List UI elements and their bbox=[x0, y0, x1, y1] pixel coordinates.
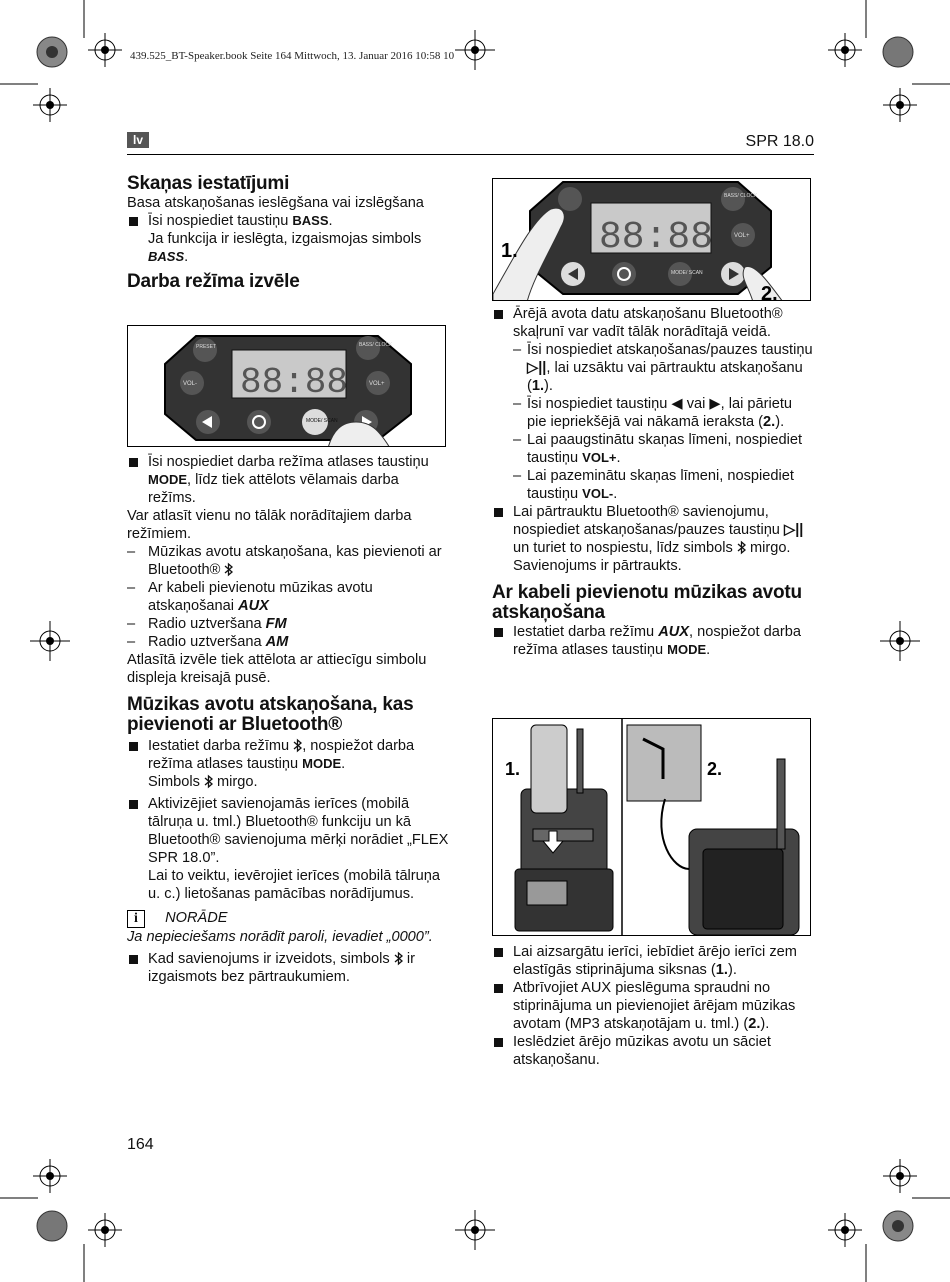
mode-option-am: – Radio uztveršana AM bbox=[127, 634, 289, 650]
play-pause-text: Īsi nospiediet atskaņošanas/pauzes taustiņu bbox=[527, 342, 813, 358]
mode-option-aux-text: Ar kabeli pievienotu mūzikas avotu atskaņošanai bbox=[148, 580, 373, 614]
aux-step-1-text: Iestatiet darba režīmu bbox=[513, 624, 659, 640]
mode-key: MODE bbox=[148, 472, 187, 487]
vol-up-text: Lai paaugstinātu skaņas līmeni, nospiediet taustiņu bbox=[527, 432, 803, 466]
mode-option-bt: – Mūzikas avotu atskaņošana, kas pievienoti ar Bluetooth® bbox=[127, 544, 442, 578]
playback-vol-up: – Lai paaugstinātu skaņas līmeni, nospiediet taustiņu VOL+. bbox=[513, 432, 803, 466]
playback-skip: – Īsi nospiediet taustiņu ◀ vai ▶, lai pārietu pie iepriekšējā vai nākamā ieraksta (2.). bbox=[513, 396, 793, 430]
figure-label-2: 2. bbox=[761, 283, 778, 301]
figure-play-skip bbox=[492, 178, 811, 301]
aux-symbol: AUX bbox=[658, 624, 690, 640]
ref-2: 2. bbox=[763, 414, 776, 430]
bluetooth-icon bbox=[737, 540, 746, 555]
skip-mid: , lai pārietu pie iepriekšējā vai nākamā ieraksta ( bbox=[527, 396, 793, 430]
bt-step-1-mid: , nospiežot darba režīma atlases taustiņu bbox=[148, 738, 415, 772]
left-column bbox=[127, 174, 449, 292]
aux-step-2 bbox=[492, 943, 814, 979]
bt-step-1 bbox=[127, 737, 449, 791]
bt-step-1-line2: Simbols bbox=[148, 774, 204, 790]
right-column bbox=[492, 305, 814, 659]
figure-label-2: 2. bbox=[707, 759, 723, 779]
vol-plus-key: VOL+ bbox=[582, 450, 617, 465]
bt-step-1-line2-end: mirgo. bbox=[212, 774, 258, 790]
mode-option-fm-text: Radio uztveršana bbox=[148, 616, 266, 632]
bluetooth-icon bbox=[394, 951, 403, 966]
aux-step-3 bbox=[492, 979, 814, 1033]
bass-clock-label: BASS/ CLOCK bbox=[359, 342, 393, 348]
play-pause-icon: ▷|| bbox=[527, 360, 547, 376]
playback-play-pause: – Īsi nospiediet atskaņošanas/pauzes taustiņu ▷||, lai uzsāktu vai pārtrauktu atskaņošanu (1.). bbox=[513, 342, 813, 394]
mode-key: MODE bbox=[302, 756, 342, 771]
disconnect-text: Lai pārtrauktu Bluetooth® savienojumu, nospiediet atskaņošanas/pauzes taustiņu bbox=[513, 504, 784, 538]
mode-option-aux: – Ar kabeli pievienotu mūzikas avotu atskaņošanai AUX bbox=[127, 580, 373, 614]
aux-step-3-text: Atbrīvojiet AUX pieslēguma spraudni no stiprinājuma un pievienojiet ārējam mūzikas avotam (MP3 atskaņotājam u. tml.) ( bbox=[513, 980, 796, 1032]
bt-step-1-end: . bbox=[341, 756, 346, 772]
aux-step-4-text: Ieslēdziet ārējo mūzikas avotu un sāciet atskaņošanu. bbox=[513, 1034, 771, 1068]
bass-intro: Basa atskaņošanas ieslēgšana vai izslēgšana bbox=[127, 195, 424, 211]
mode-option-fm: – Radio uztveršana FM bbox=[127, 616, 287, 632]
mode-step-end: , līdz tiek attēlots vēlamais darba režīms. bbox=[148, 472, 399, 506]
aux-step-1 bbox=[492, 623, 814, 659]
mode-after: Atlasītā izvēle tiek attēlota ar attiecīgu simbolu displeja kreisajā pusē. bbox=[127, 652, 427, 686]
page-number: 164 bbox=[127, 1136, 154, 1153]
vol-plus-label: VOL+ bbox=[734, 233, 750, 239]
note-text: Ja nepieciešams norādīt paroli, ievadiet „0000”. bbox=[127, 929, 433, 945]
heading-bluetooth-playback: Mūzikas avotu atskaņošana, kas pievienoti ar Bluetooth® bbox=[127, 694, 414, 735]
bt-step-2-line2: Lai to veiktu, ievērojiet ierīces (mobilā tālruņa u. c.) lietošanas pamācības norādījumus. bbox=[148, 868, 441, 902]
disconnect-end: mirgo. Savienojums ir pārtraukts. bbox=[513, 540, 791, 574]
aux-step-2-text: Lai aizsargātu ierīci, iebīdiet ārējo ierīci zem elastīgās stiprinājuma siksnas ( bbox=[513, 944, 797, 978]
control-panel-illustration bbox=[493, 179, 811, 301]
info-icon: i bbox=[127, 910, 145, 928]
bt-step-2-text: Aktivizējiet savienojamās ierīces (mobilā tālruņa u. tml.) Bluetooth® funkciju un kā Bluetooth® savienojuma mērķi norādiet „FLEX SPR 18.0”. bbox=[148, 796, 449, 866]
bluetooth-icon bbox=[224, 562, 233, 577]
previous-icon: ◀ bbox=[671, 396, 683, 412]
skip-or: vai bbox=[682, 396, 710, 412]
playback-vol-down: – Lai pazeminātu skaņas līmeni, nospiediet taustiņu VOL-. bbox=[513, 468, 794, 502]
bass-step: Īsi nospiediet taustiņu BASS. Ja funkcija ir ieslēgta, izgaismojas simbols BASS. bbox=[127, 212, 449, 266]
bass-step-text: Īsi nospiediet taustiņu bbox=[148, 213, 293, 229]
next-icon: ▶ bbox=[709, 396, 721, 412]
preset-label: PRESET bbox=[196, 344, 217, 350]
note-block bbox=[127, 909, 449, 946]
playback-step-text: Ārējā avota datu atskaņošanu Bluetooth® skaļrunī var vadīt tālāk norādītajā veidā. bbox=[513, 306, 783, 340]
aux-step-1-end: . bbox=[706, 642, 711, 658]
left-column-2 bbox=[127, 453, 449, 986]
header-rule bbox=[127, 154, 814, 155]
bt-step-2 bbox=[127, 795, 449, 903]
heading-sound-settings: Skaņas iestatījumi bbox=[127, 173, 290, 194]
bass-step-end: . bbox=[328, 213, 333, 229]
model-label: SPR 18.0 bbox=[745, 133, 814, 150]
skip-end: ). bbox=[775, 414, 785, 430]
bass-symbol: BASS bbox=[148, 249, 185, 264]
bluetooth-icon bbox=[204, 774, 213, 789]
mode-step bbox=[127, 453, 449, 507]
language-tag: lv bbox=[127, 132, 149, 148]
ref-1: 1. bbox=[531, 378, 545, 394]
aux-step-4 bbox=[492, 1033, 814, 1069]
ref-1: 1. bbox=[715, 962, 728, 978]
vol-up-end: . bbox=[616, 450, 621, 466]
lcd-digits: 88:88 bbox=[240, 362, 349, 403]
vol-down-end: . bbox=[613, 486, 618, 502]
heading-mode-select: Darba režīma izvēle bbox=[127, 271, 300, 292]
play-pause-mid: , lai uzsāktu vai pārtrauktu atskaņošanu ( bbox=[527, 360, 803, 394]
vol-down-text: Lai pazeminātu skaņas līmeni, nospiediet taustiņu bbox=[527, 468, 794, 502]
bass-step-line2: Ja funkcija ir ieslēgta, izgaismojas simbols bbox=[148, 231, 422, 247]
playback-step bbox=[492, 305, 814, 503]
disconnect-step bbox=[492, 503, 814, 575]
figure-label-1: 1. bbox=[501, 240, 518, 262]
aux-step-1-mid: , nospiežot darba režīma atlases taustiņu bbox=[513, 624, 801, 658]
bt-step-1-text: Iestatiet darba režīmu bbox=[148, 738, 294, 754]
mode-key: MODE bbox=[667, 642, 707, 657]
figure-label-1: 1. bbox=[505, 759, 521, 779]
am-symbol: AM bbox=[265, 634, 289, 650]
mode-option-bt-text: Mūzikas avotu atskaņošana, kas pievienoti ar Bluetooth® bbox=[148, 544, 442, 578]
note-title: NORĀDE bbox=[165, 910, 228, 926]
vol-plus-label: VOL+ bbox=[369, 381, 385, 387]
mode-option-am-text: Radio uztveršana bbox=[148, 634, 266, 650]
bt-step-3-end: ir izgaismots bez pārtraukumiem. bbox=[148, 951, 415, 985]
play-pause-end: ). bbox=[544, 378, 553, 394]
device-illustration bbox=[493, 719, 811, 936]
mode-intro: Var atlasīt vienu no tālāk norādītajiem darba režīmiem. bbox=[127, 508, 412, 542]
bt-step-3-text: Kad savienojums ir izveidots, simbols bbox=[148, 951, 394, 967]
play-pause-icon: ▷|| bbox=[783, 522, 804, 538]
vol-minus-key: VOL- bbox=[582, 486, 614, 501]
mode-scan-label: MODE/ SCAN bbox=[306, 418, 338, 424]
bass-key: BASS bbox=[292, 213, 329, 228]
figure-mode-button bbox=[127, 325, 446, 447]
right-column-2 bbox=[492, 943, 814, 1069]
aux-step-3-end: ). bbox=[760, 1016, 770, 1032]
mode-step-text: Īsi nospiediet darba režīma atlases taustiņu bbox=[148, 454, 429, 470]
skip-text: Īsi nospiediet taustiņu bbox=[527, 396, 672, 412]
control-panel-illustration bbox=[128, 326, 446, 447]
figure-aux-device bbox=[492, 718, 811, 936]
bt-step-3 bbox=[127, 950, 449, 986]
lcd-digits: 88:88 bbox=[599, 216, 714, 259]
mode-scan-label: MODE/ SCAN bbox=[671, 270, 703, 276]
disconnect-mid: un turiet to nospiestu, līdz simbols bbox=[513, 540, 737, 556]
aux-step-2-end: ). bbox=[727, 962, 737, 978]
aux-symbol: AUX bbox=[238, 598, 269, 614]
print-slug: 439.525_BT-Speaker.book Seite 164 Mittwoch, 13. Januar 2016 10:58 10 bbox=[130, 50, 455, 62]
bass-clock-label: BASS/ CLOCK bbox=[724, 193, 758, 199]
ref-2: 2. bbox=[748, 1016, 761, 1032]
bluetooth-icon bbox=[293, 738, 302, 753]
vol-minus-label: VOL- bbox=[183, 381, 198, 387]
heading-aux-playback: Ar kabeli pievienotu mūzikas avotu atskaņošana bbox=[492, 582, 802, 623]
fm-symbol: FM bbox=[265, 616, 287, 632]
